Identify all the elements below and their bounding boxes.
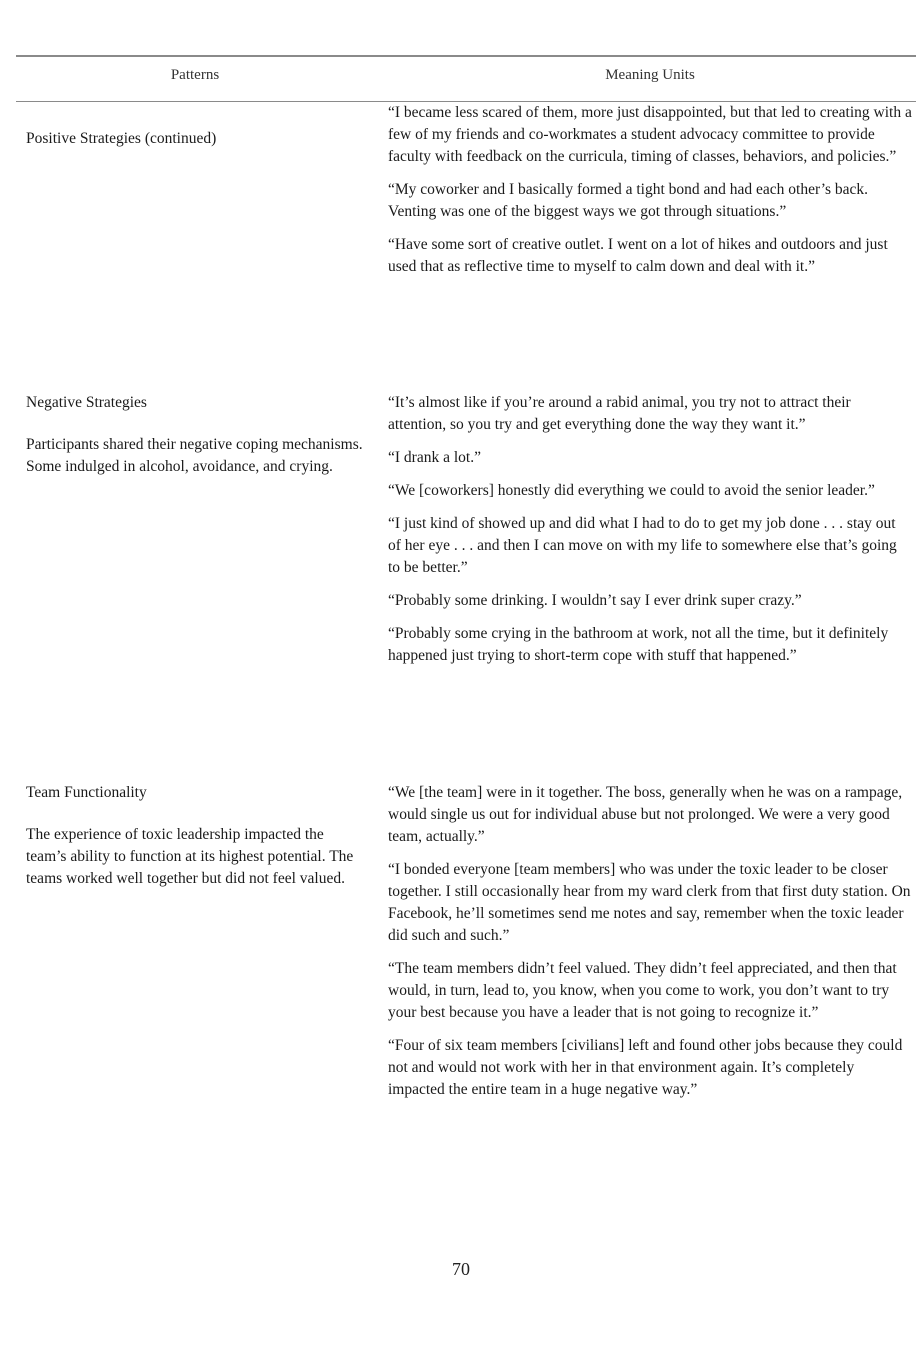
meaning-unit-quote: “The team members didn’t feel valued. They didn’t feel appreciated, and then that would, in turn, lead to, you know, when you come to work, you don’t want to try your best because you have a leader that is not going to recognize it.” bbox=[388, 960, 897, 1021]
meaning-unit-quote: “Four of six team members [civilians] left and found other jobs because they could not and would not work with her in that environment again. It’s completely impacted the entire team in a huge negative way.” bbox=[388, 1037, 903, 1098]
table-top-rule bbox=[16, 55, 916, 57]
pattern-title: Team Functionality bbox=[26, 784, 147, 801]
meaning-unit-quote: “We [coworkers] honestly did everything we could to avoid the senior leader.” bbox=[388, 482, 875, 499]
section-negative-strategies-quotes bbox=[388, 392, 912, 678]
meaning-unit-quote: “I bonded everyone [team members] who was under the toxic leader to be closer together. I still occasionally hear from my ward clerk from that first duty station. On Facebook, he’ll sometimes send me notes and say, remember when the toxic leader did such and such.” bbox=[388, 861, 911, 944]
meaning-unit-quote: “I became less scared of them, more just disappointed, but that led to creating with a few of my friends and co-workmates a student advocacy committee to provide faculty with feedback on the curricula, timing of classes, behaviors, and policies.” bbox=[388, 104, 912, 165]
meaning-unit-quote: “I drank a lot.” bbox=[388, 449, 481, 466]
meaning-unit-quote: “I just kind of showed up and did what I had to do to get my job done . . . stay out of her eye . . . and then I can move on with my life to somewhere else that’s going to be better.” bbox=[388, 515, 897, 576]
pattern-title: Negative Strategies bbox=[26, 394, 147, 411]
meaning-unit-quote: “Have some sort of creative outlet. I went on a lot of hikes and outdoors and just used that as reflective time to myself to calm down and deal with it.” bbox=[388, 236, 888, 275]
meaning-unit-quote: “Probably some crying in the bathroom at work, not all the time, but it definitely happened just trying to short-term cope with stuff that happened.” bbox=[388, 625, 889, 664]
meaning-unit-quote: “Probably some drinking. I wouldn’t say I ever drink super crazy.” bbox=[388, 592, 802, 609]
page-number: 70 bbox=[452, 1259, 470, 1279]
pattern-description: The experience of toxic leadership impacted the team’s ability to function at its highest potential. The teams worked well together but did not feel valued. bbox=[26, 826, 354, 887]
section-positive-strategies-quotes bbox=[388, 102, 912, 289]
pattern-description: Participants shared their negative coping mechanisms. Some indulged in alcohol, avoidance, and crying. bbox=[26, 436, 363, 475]
section-positive-strategies-pattern bbox=[26, 128, 366, 150]
pattern-title: Positive Strategies (continued) bbox=[26, 130, 217, 147]
meaning-unit-quote: “We [the team] were in it together. The boss, generally when he was on a rampage, would single us out for individual abuse but not prolonged. We were a very good team, actually.” bbox=[388, 784, 903, 845]
section-team-functionality-quotes bbox=[388, 782, 912, 1112]
header-patterns: Patterns bbox=[170, 67, 220, 83]
section-negative-strategies-pattern bbox=[26, 392, 366, 478]
meaning-unit-quote: “It’s almost like if you’re around a rabid animal, you try not to attract their attention, so you try and get everything done the way they want it.” bbox=[388, 394, 851, 433]
meaning-unit-quote: “My coworker and I basically formed a tight bond and had each other’s back. Venting was one of the biggest ways we got through situations.” bbox=[388, 181, 869, 220]
header-meaning-units: Meaning Units bbox=[605, 67, 695, 83]
section-team-functionality-pattern bbox=[26, 782, 366, 890]
